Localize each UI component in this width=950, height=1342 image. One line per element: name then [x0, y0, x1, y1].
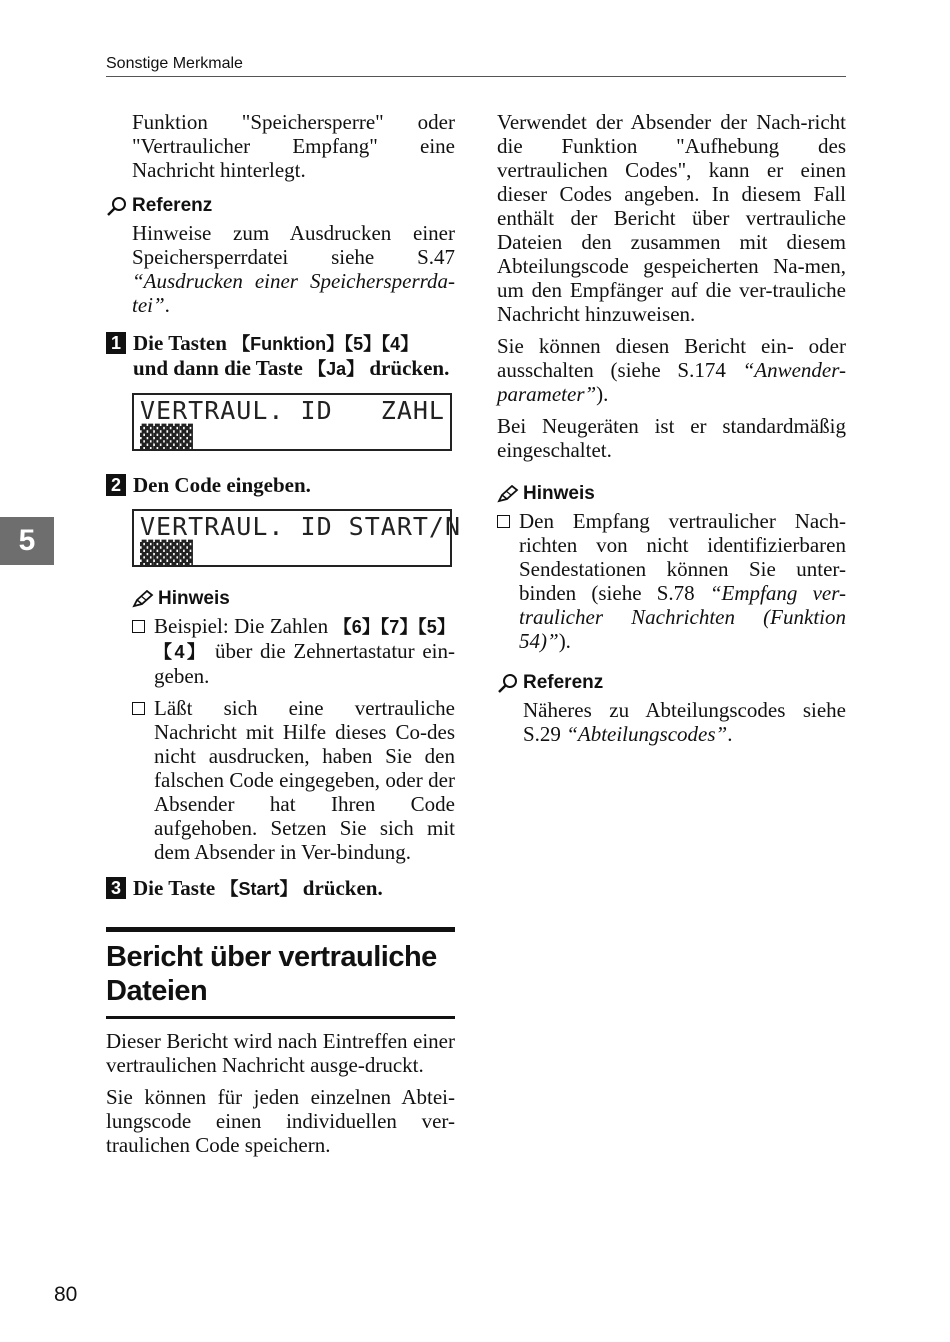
step-1-a: Die Tasten [133, 331, 233, 355]
running-header: Sonstige Merkmale [106, 55, 846, 77]
list-item [497, 509, 846, 653]
section-paragraph-2: Sie können für jeden einzelnen Abtei-lungscode einen individuellen ver-traulichen Code speichern. [106, 1085, 455, 1157]
step-1-c: drücken. [364, 356, 450, 380]
magnifier-icon [497, 673, 519, 693]
right-p2-b: ). [596, 382, 609, 406]
magnifier-icon [106, 196, 128, 216]
reference-text-right [523, 698, 846, 746]
hint-1-b: über die Zehnertastatur ein-geben. [154, 639, 456, 688]
reference-heading-right [497, 671, 846, 695]
hint-label-right: Hinweis [523, 483, 595, 504]
key-ja: 【Ja】 [308, 359, 365, 379]
right-column [497, 110, 846, 746]
hint-1-a: Beispiel: Die Zahlen [154, 614, 334, 638]
step-3-b: drücken. [297, 876, 383, 900]
section-title: Bericht über vertrauliche Dateien [106, 941, 437, 1007]
right-paragraph-3: Bei Neugeräten ist er standardmäßig eingeschaltet. [497, 414, 846, 462]
hint-2: Läßt sich eine vertrauliche Nachricht mit Hilfe dieses Co-des nicht ausdrucken, haben Sie den falschen Code eingegeben, oder der Absender hat Ihren Code aufgehoben. Setzen Sie sich mit dem Absender in Ver-bindung. [154, 696, 455, 864]
checkbox-bullet-icon [497, 515, 510, 528]
step-number-3: 3 [106, 877, 126, 899]
link-abteilungscodes[interactable]: “Abteilungscodes” [566, 722, 728, 746]
right-ref-b: . [727, 722, 733, 746]
reference-heading [106, 194, 455, 218]
hint-1-keys: 【6】【7】【5】【4】 [154, 617, 455, 662]
right-p2-a: Sie können diesen Bericht ein- oder ausschalten (siehe S.174 [497, 334, 846, 382]
step-number-2: 2 [106, 474, 126, 496]
section-paragraph-1: Dieser Bericht wird nach Eintreffen einer vertraulichen Nachricht ausge-druckt. [106, 1029, 455, 1077]
hint-label: Hinweis [158, 588, 230, 609]
step-number-1: 1 [106, 332, 126, 354]
link-anwenderparameter[interactable]: “Anwender-parameter” [497, 358, 846, 406]
step-3-text [133, 876, 383, 901]
right-hint-b: ). [558, 629, 571, 653]
reference-link[interactable]: “Ausdrucken einer Speichersperrda-tei” [132, 269, 455, 317]
section-heading-box [106, 927, 455, 1019]
pencil-icon [497, 485, 519, 503]
step-2-text: Den Code eingeben. [133, 473, 311, 497]
chapter-tab: 5 [0, 517, 54, 565]
intro-text: Funktion "Speichersperre" oder "Vertraulicher Empfang" eine Nachricht hinterlegt. [132, 110, 455, 182]
reference-label-right: Referenz [523, 672, 604, 693]
link-empfang[interactable]: “Empfang ver-traulicher Nachrichten (Funktion 54)” [519, 581, 846, 653]
key-sequence: 【Funktion】【5】【4】 [232, 334, 419, 354]
list-item [132, 614, 455, 688]
page-number: 80 [54, 1283, 78, 1306]
right-paragraph-2 [497, 334, 846, 406]
key-start: 【Start】 [220, 879, 298, 899]
checkbox-bullet-icon [132, 702, 145, 715]
step-3 [106, 876, 455, 901]
right-hint-a: Den Empfang vertraulicher Nach-richten von nicht identifizierbaren Sendestationen können Sie unter-binden (siehe S.78 [519, 509, 846, 605]
reference-label: Referenz [132, 195, 213, 216]
reference-end: . [164, 293, 170, 317]
lcd-display-2 [132, 509, 462, 567]
lcd-2-line-1: VERTRAUL. ID START/N [140, 512, 462, 541]
step-3-a: Die Taste [133, 876, 221, 900]
reference-body: Hinweise zum Ausdrucken einer Speichersperrdatei siehe S.47 [132, 221, 455, 269]
left-column [106, 110, 462, 1165]
right-ref-a: Näheres zu Abteilungscodes siehe S.29 [523, 698, 846, 746]
pencil-icon [132, 590, 154, 608]
step-1-text [133, 331, 455, 381]
step-1 [106, 331, 455, 381]
checkbox-bullet-icon [132, 620, 145, 633]
hint-heading-right [497, 482, 846, 506]
step-1-b: und dann die Taste [133, 356, 309, 380]
hint-list [132, 614, 455, 864]
step-2 [106, 473, 455, 497]
right-paragraph-1: Verwendet der Absender der Nach-richt die Funktion "Aufhebung des vertraulichen Codes", kann er einen dieser Codes angeben. In diesem Fall enthält der Bericht über vertrauliche Dateien den zusammen mit diesem Abteilungscode gespeicherten Na-men, um den Empfänger auf die ver-trauliche Nachricht hinzuweisen. [497, 110, 846, 326]
reference-text [132, 221, 455, 317]
lcd-display-1 [132, 393, 452, 451]
lcd-1-line-1: VERTRAUL. ID ZAHL [140, 396, 445, 425]
lcd-2-line-2: ▓▓▓▓ [140, 541, 193, 566]
list-item [132, 696, 455, 864]
lcd-1-line-2: ▓▓▓▓ [140, 425, 193, 450]
hint-heading [132, 587, 455, 611]
